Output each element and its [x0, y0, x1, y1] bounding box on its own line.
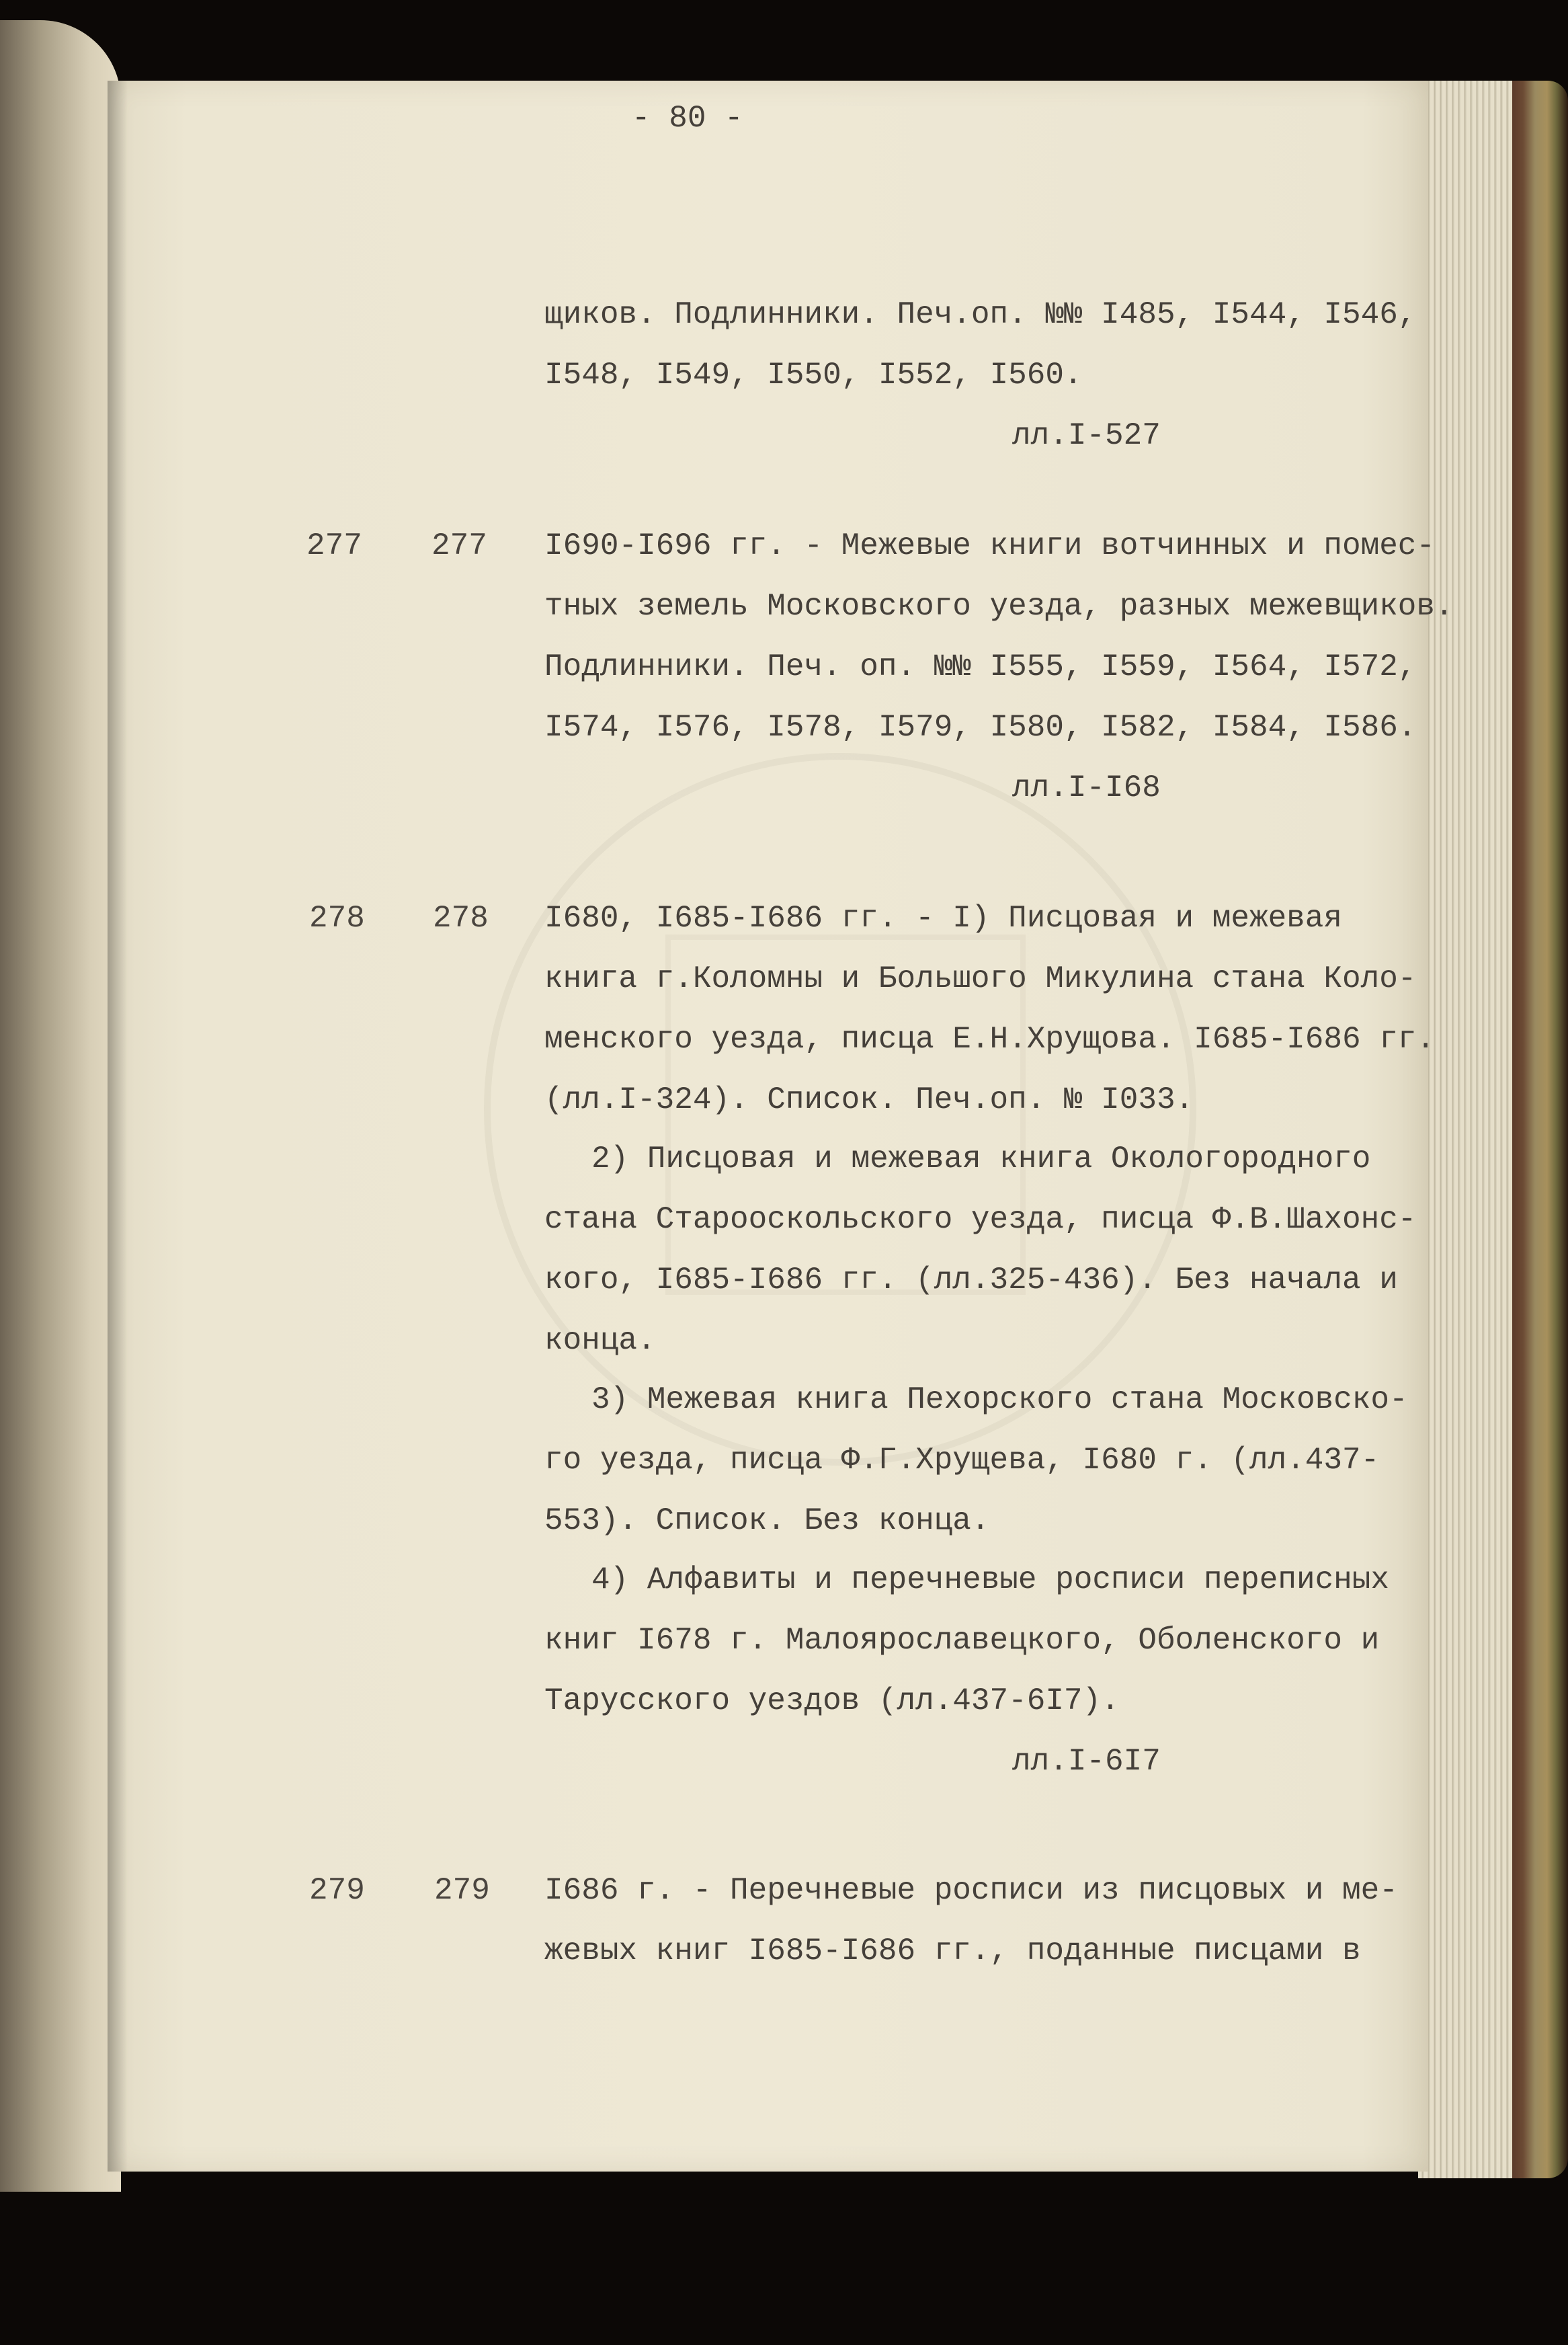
text-line: I574, I576, I578, I579, I580, I582, I584, I586.	[544, 710, 1417, 745]
folio-range: лл.I-I68	[1012, 770, 1161, 805]
document-page	[108, 81, 1454, 2172]
folio-range: лл.I-6I7	[1012, 1744, 1161, 1779]
book-page-edges	[1418, 81, 1568, 2178]
text-line: I686 г. - Перечневые росписи из писцовых и ме-	[544, 1873, 1398, 1908]
folio-range: лл.I-527	[1012, 418, 1161, 453]
text-line: Подлинники. Печ. оп. №№ I555, I559, I564, I572,	[544, 649, 1417, 684]
text-line: I680, I685-I686 гг. - I) Писцовая и межевая	[544, 901, 1342, 936]
text-line: (лл.I-324). Список. Печ.оп. № I033.	[544, 1082, 1194, 1117]
entry-number-b: 277	[431, 528, 487, 563]
text-line: стана Старооскольского уезда, писца Ф.В.Шахонс-	[544, 1202, 1417, 1237]
text-line: Тарусского уездов (лл.437-6I7).	[544, 1683, 1120, 1718]
text-line: 3) Межевая книга Пехорского стана Московско-	[591, 1382, 1408, 1417]
text-line: щиков. Подлинники. Печ.оп. №№ I485, I544, I546,	[544, 297, 1417, 332]
text-line: жевых книг I685-I686 гг., поданные писцами в	[544, 1934, 1361, 1969]
text-line: го уезда, писца Ф.Г.Хрущева, I680 г. (лл.437-	[544, 1443, 1380, 1478]
entry-number-b: 278	[433, 901, 489, 936]
facing-page-edge	[0, 20, 121, 2192]
text-line: книга г.Коломны и Большого Микулина стана Коло-	[544, 961, 1417, 996]
text-line: 553). Список. Без конца.	[544, 1503, 990, 1538]
entry-number-b: 279	[434, 1873, 490, 1908]
text-line: книг I678 г. Малоярославецкого, Оболенского и	[544, 1623, 1380, 1658]
entry-number-a: 279	[309, 1873, 365, 1908]
text-line: I690-I696 гг. - Межевые книги вотчинных и помес-	[544, 528, 1436, 563]
text-line: кого, I685-I686 гг. (лл.325-436). Без начала и	[544, 1263, 1398, 1298]
text-line: I548, I549, I550, I552, I560.	[544, 358, 1083, 393]
page-gutter-shadow	[108, 81, 128, 2172]
text-line: менского уезда, писца Е.Н.Хрущова. I685-I686 гг.	[544, 1022, 1436, 1057]
text-line: тных земель Московского уезда, разных межевщиков.	[544, 589, 1454, 624]
entry-number-a: 278	[309, 901, 365, 936]
page-number: - 80 -	[632, 101, 743, 136]
text-line: конца.	[544, 1323, 656, 1358]
text-line: 4) Алфавиты и перечневые росписи переписных	[591, 1562, 1389, 1597]
entry-number-a: 277	[306, 528, 362, 563]
text-line: 2) Писцовая и межевая книга Окологородного	[591, 1142, 1371, 1177]
